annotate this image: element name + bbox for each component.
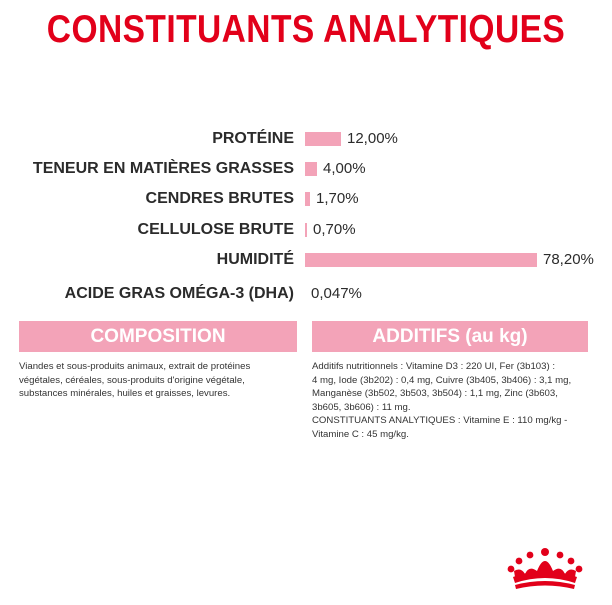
additifs-header-band [312, 321, 588, 352]
constituent-value: 4,00% [323, 160, 366, 177]
composition-line: végétales, céréales, sous-produits d'origine végétale, [19, 374, 245, 386]
constituent-row [0, 127, 612, 151]
constituent-bar [305, 192, 310, 206]
constituent-label: HUMIDITÉ [216, 251, 294, 268]
constituent-value: 0,70% [313, 221, 356, 238]
constituent-label: CELLULOSE BRUTE [137, 221, 294, 238]
constituent-row [0, 248, 612, 272]
constituent-row [0, 187, 612, 211]
additifs-line: CONSTITUANTS ANALYTIQUES : Vitamine E : 110 mg/kg - [312, 415, 568, 426]
constituent-label: TENEUR EN MATIÈRES GRASSES [32, 160, 294, 177]
constituent-bar [305, 223, 307, 237]
constituent-row [0, 218, 612, 242]
constituent-label: ACIDE GRAS OMÉGA-3 (DHA) [64, 285, 294, 302]
constituent-value: 0,047% [311, 285, 362, 302]
additifs-line: 3b605, 3b606) : 11 mg. [312, 401, 411, 413]
constituent-value: 12,00% [347, 130, 398, 147]
constituent-value: 78,20% [543, 251, 594, 268]
constituent-label: PROTÉINE [212, 130, 294, 147]
constituent-row [0, 157, 612, 181]
additifs-line: Additifs nutritionnels : Vitamine D3 : 220 UI, Fer (3b103) : [312, 361, 555, 372]
constituent-value: 1,70% [316, 190, 359, 207]
constituent-bar [305, 162, 317, 176]
constituent-bar [305, 253, 537, 267]
crown-icon [505, 547, 585, 591]
constituent-label: CENDRES BRUTES [145, 190, 294, 207]
additifs-line: Manganèse (3b502, 3b503, 3b504) : 1,1 mg, Zinc (3b603, [312, 388, 558, 399]
composition-header-band [19, 321, 297, 352]
constituent-bar [305, 132, 341, 146]
composition-text [19, 360, 299, 401]
composition-line: Viandes et sous-produits animaux, extrait de protéines [19, 361, 251, 372]
composition-header: COMPOSITION [90, 326, 226, 347]
additifs-text [312, 360, 597, 441]
composition-line: substances minérales, huiles et graisses, levures. [19, 388, 231, 399]
additifs-line: 4 mg, Iode (3b202) : 0,4 mg, Cuivre (3b405, 3b406) : 3,1 mg, [312, 374, 572, 386]
additifs-line: Vitamine C : 45 mg/kg. [312, 428, 409, 440]
page-title: CONSTITUANTS ANALYTIQUES [46, 8, 566, 51]
constituent-row [0, 282, 612, 306]
additifs-header: ADDITIFS (au kg) [372, 326, 528, 347]
